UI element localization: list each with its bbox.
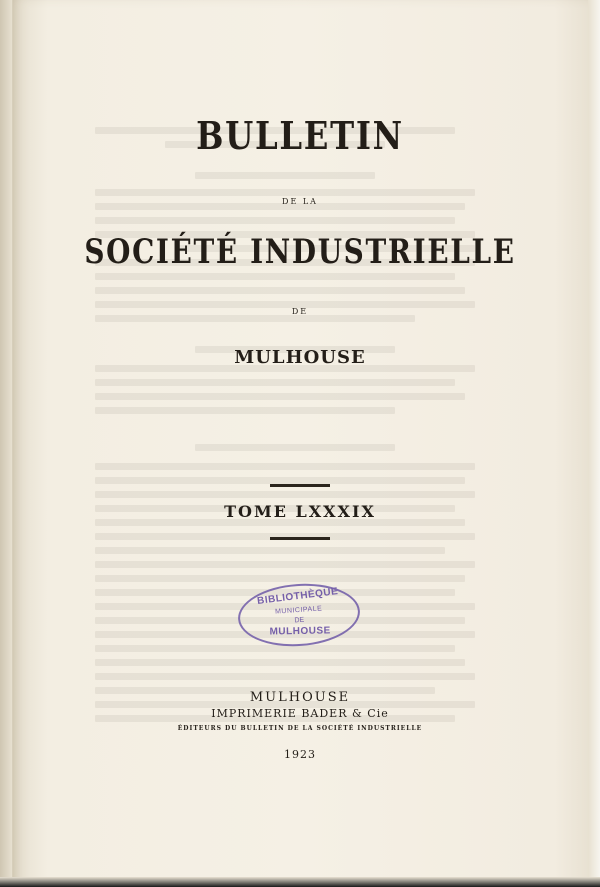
title-connector-de-la: DE LA (282, 197, 318, 206)
title-connector-de: DE (291, 307, 309, 316)
rule-above-volume (270, 484, 330, 487)
library-stamp (236, 580, 362, 650)
stamp-line-4: MULHOUSE (269, 625, 331, 638)
title-page-content (12, 0, 588, 887)
publication-year: 1923 (284, 748, 316, 761)
title-city: MULHOUSE (234, 347, 366, 368)
imprint-printer: IMPRIMERIE BADER & Cie (211, 707, 389, 720)
rule-below-volume (270, 537, 330, 540)
stamp-line-1: BIBLIOTHÈQUE (256, 586, 339, 607)
imprint-editors: ÉDITEURS DU BULLETIN DE LA SOCIÉTÉ INDUSTRIELLE (177, 725, 423, 732)
imprint-city: MULHOUSE (249, 690, 351, 705)
volume-number: TOME LXXXIX (224, 502, 376, 521)
stamp-line-2: MUNICIPALE (274, 605, 323, 616)
page-right-edge (588, 0, 600, 887)
scan-bottom-edge (0, 877, 600, 887)
bulletin-title: BULLETIN (196, 113, 404, 158)
stamp-line-3: DE (294, 616, 305, 625)
binding-edge (0, 0, 12, 887)
society-name: SOCIÉTÉ INDUSTRIELLE (84, 232, 516, 272)
